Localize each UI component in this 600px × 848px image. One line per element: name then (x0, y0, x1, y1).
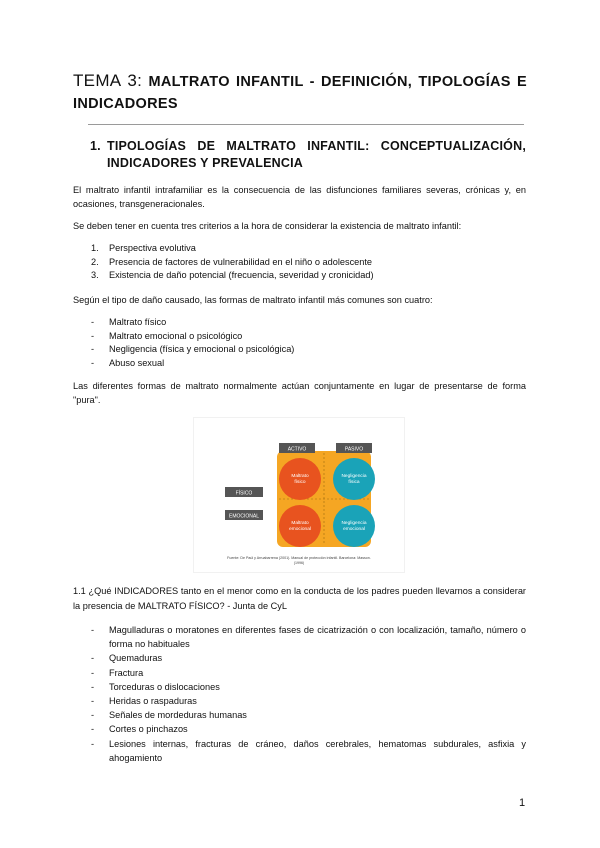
list-marker: - (91, 625, 95, 635)
indicators-list (73, 623, 526, 765)
list-item-text: Abuso sexual (109, 357, 165, 368)
maltreatment-types-figure (194, 418, 404, 572)
list-marker: - (91, 330, 95, 341)
list-item-text: Cortes o pinchazos (109, 724, 188, 735)
criteria-paragraph: Se deben tener en cuenta tres criterios a la hora de considerar la existencia de maltrato infantil: (73, 221, 462, 231)
title-rest: MALTRATO INFANTIL - DEFINICIÓN, TIPOLOGÍAS E INDICADORES (73, 74, 527, 112)
section-number: 1. (90, 139, 101, 153)
combined-paragraph: Las diferentes formas de maltrato normalmente actúan conjuntamente en lugar de presentarse de forma "pura". (73, 381, 526, 405)
list-item-text: Negligencia (física y emocional o psicológica) (109, 344, 295, 354)
page-title (73, 70, 527, 115)
circle-label-line2: físico (294, 480, 306, 485)
figure-graphic (194, 418, 404, 572)
list-marker: - (91, 653, 95, 664)
list-marker: 1. (91, 243, 99, 253)
list-item (73, 242, 526, 256)
list-item-text: Fractura (109, 667, 144, 678)
types-paragraph: Según el tipo de daño causado, las formas de maltrato infantil más comunes son cuatro: (73, 295, 433, 305)
col-label-activo: ACTIVO (287, 446, 307, 453)
section-heading (90, 138, 526, 172)
list-item (73, 256, 526, 270)
circle-label-line1: Maltrato (291, 474, 309, 479)
list-item-text: Lesiones internas, fracturas de cráneo, daños cerebrales, hematomas subdurales, asfixia y ahogamiento (109, 738, 526, 763)
list-item (73, 651, 526, 665)
criteria-list (73, 242, 526, 283)
circle-label-line2: emocional (289, 527, 311, 532)
list-marker: - (91, 357, 95, 368)
circle-negligencia-fisica (333, 458, 375, 500)
row-label-emocional: EMOCIONAL (228, 513, 260, 520)
list-item-text: Perspectiva evolutiva (109, 243, 196, 253)
list-item (73, 343, 526, 357)
figure-caption-year: (1996) (293, 561, 305, 565)
list-item-text: Magulladuras o moratones en diferentes fases de cicatrización o con localización, tamaño, número o forma no habituales (109, 625, 526, 650)
list-item (73, 269, 526, 283)
circle-negligencia-emocional (333, 505, 375, 547)
list-item-text: Maltrato emocional o psicológico (109, 330, 243, 341)
intro-paragraph: El maltrato infantil intrafamiliar es la consecuencia de las disfunciones familiares severas, crónicas y, en ocasiones, transgeneracionales. (73, 185, 526, 209)
circle-label-line1: Negligencia (341, 474, 367, 479)
page-number: 1 (519, 797, 526, 809)
list-marker: - (91, 696, 95, 707)
circle-label-line2: emocional (343, 527, 365, 532)
circle-label-line1: Negligencia (341, 521, 367, 526)
figure-caption: Fuente: De Paúl y Arruabarrena (2001). Manual de protección infantil. Barcelona: Masson. (227, 556, 371, 560)
list-item-text: Heridas o raspaduras (109, 696, 197, 707)
list-item-text: Señales de mordeduras humanas (109, 710, 247, 721)
list-item (73, 722, 526, 736)
list-item (73, 708, 526, 722)
list-item (73, 623, 526, 651)
list-item (73, 330, 526, 344)
circle-label-line1: Maltrato (291, 521, 309, 526)
circle-label-line2: física (348, 480, 360, 485)
list-marker: - (91, 667, 95, 678)
row-label-fisico: FÍSICO (235, 490, 253, 497)
list-item (73, 316, 526, 330)
list-item-text: Existencia de daño potencial (frecuencia, severidad y cronicidad) (109, 270, 374, 280)
section-heading-text: TIPOLOGÍAS DE MALTRATO INFANTIL: CONCEPTUALIZACIÓN, INDICADORES Y PREVALENCIA (107, 139, 526, 170)
list-marker: - (91, 681, 95, 692)
list-item (73, 357, 526, 371)
list-marker: - (91, 344, 95, 354)
circle-maltrato-fisico (279, 458, 321, 500)
list-item-text: Torceduras o dislocaciones (109, 681, 220, 692)
title-divider (88, 124, 524, 125)
list-marker: - (91, 738, 95, 749)
list-marker: 3. (91, 270, 99, 280)
circle-maltrato-emocional (279, 505, 321, 547)
list-marker: - (91, 710, 95, 721)
col-label-pasivo: PASIVO (344, 446, 364, 453)
title-tema: TEMA 3: (73, 71, 143, 90)
list-marker: - (91, 317, 95, 327)
list-item (73, 694, 526, 708)
subsection-question: 1.1 ¿Qué INDICADORES tanto en el menor como en la conducta de los padres pueden llevarnos a considerar la presencia de MALTRATO FÍSICO? - Junta de CyL (73, 586, 526, 611)
list-marker: - (91, 724, 95, 735)
list-item-text: Quemaduras (109, 653, 163, 664)
list-item-text: Presencia de factores de vulnerabilidad en el niño o adolescente (109, 256, 373, 267)
types-list (73, 316, 526, 370)
list-item (73, 666, 526, 680)
list-marker: 2. (91, 256, 99, 267)
list-item-text: Maltrato físico (109, 317, 167, 327)
list-item (73, 737, 526, 765)
list-item (73, 680, 526, 694)
